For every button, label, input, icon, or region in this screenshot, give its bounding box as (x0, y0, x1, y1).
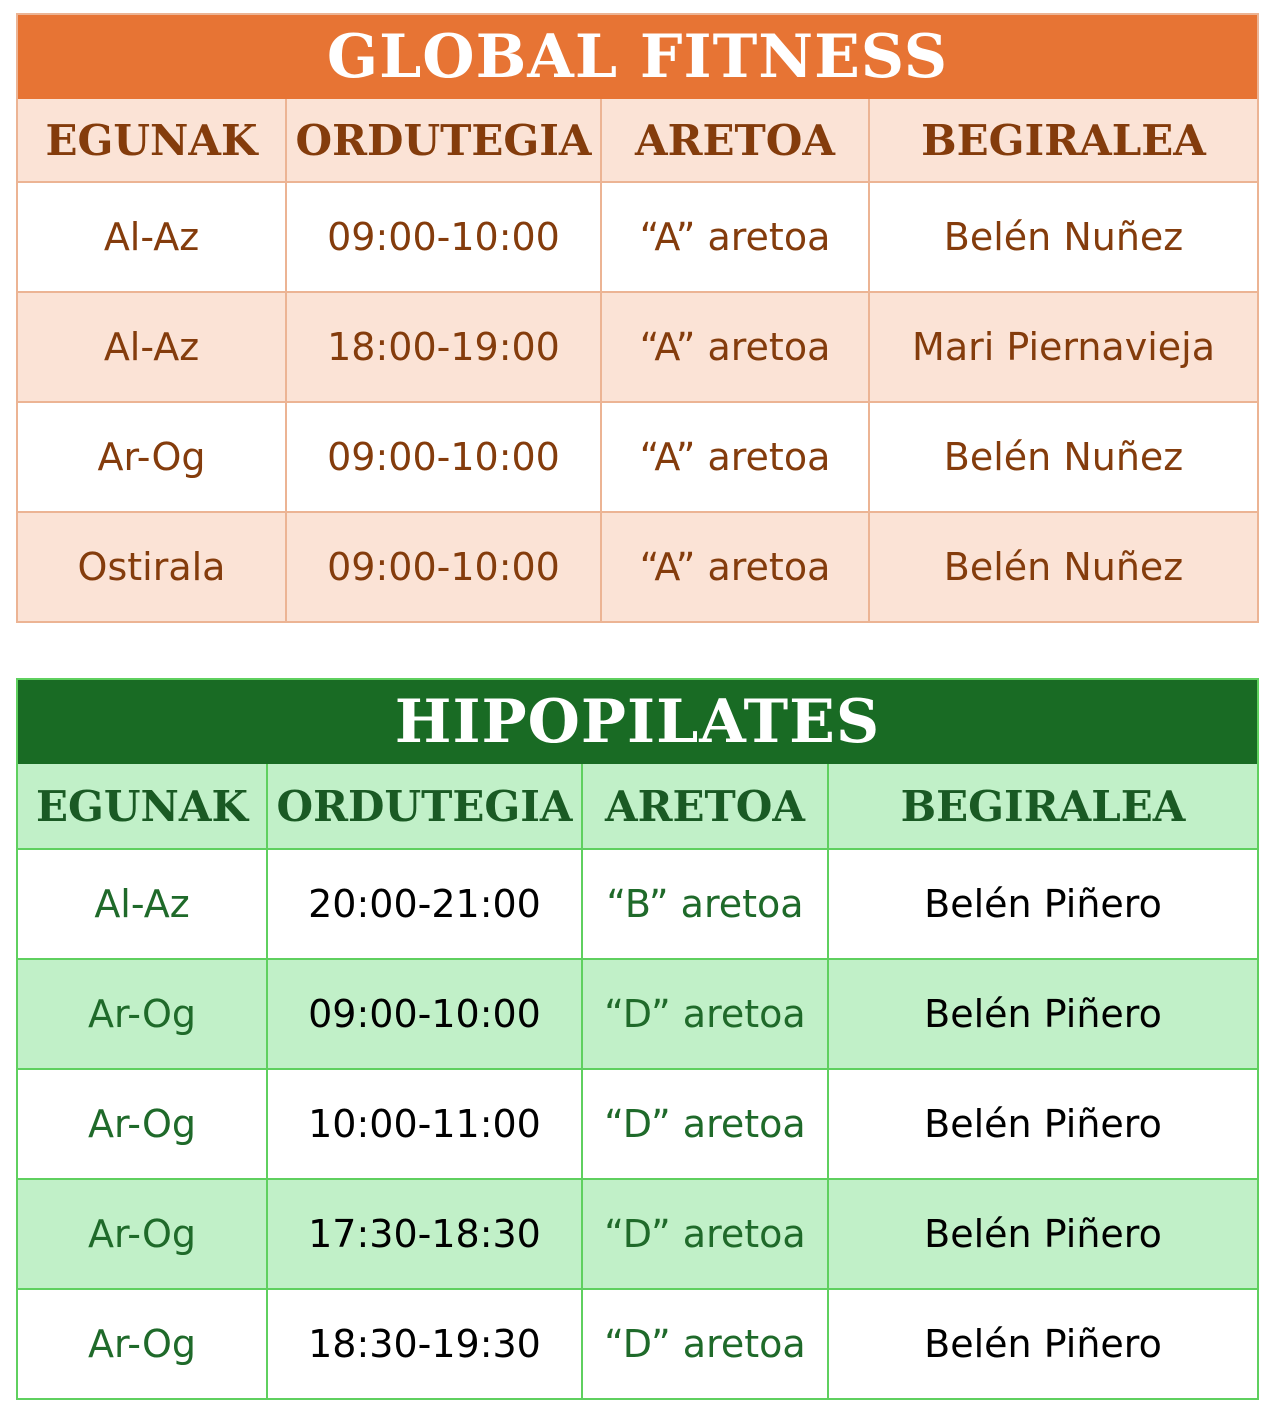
column-header-room: ARETOA (582, 764, 828, 849)
room-cell: “D” aretoa (582, 1179, 828, 1289)
room-cell: “D” aretoa (582, 1069, 828, 1179)
table-row (17, 1179, 1258, 1289)
table-row (17, 849, 1258, 959)
column-header-room: ARETOA (601, 99, 869, 182)
day-cell: Al-Az (17, 849, 267, 959)
table-row (17, 182, 1258, 292)
column-header-schedule: ORDUTEGIA (286, 99, 601, 182)
instructor-cell: Belén Nuñez (869, 182, 1258, 292)
instructor-cell: Mari Piernavieja (869, 292, 1258, 402)
table-row (17, 402, 1258, 512)
hipopilates-title: HIPOPILATES (17, 679, 1258, 764)
day-cell: Al-Az (17, 292, 286, 402)
time-cell: 09:00-10:00 (267, 959, 582, 1069)
column-header-days: EGUNAK (17, 764, 267, 849)
column-header-instructor: BEGIRALEA (869, 99, 1258, 182)
time-cell: 17:30-18:30 (267, 1179, 582, 1289)
global-fitness-header-row (17, 99, 1258, 182)
table-row (17, 1069, 1258, 1179)
time-cell: 10:00-11:00 (267, 1069, 582, 1179)
column-header-instructor: BEGIRALEA (828, 764, 1258, 849)
table-row (17, 512, 1258, 622)
day-cell: Al-Az (17, 182, 286, 292)
room-cell: “D” aretoa (582, 1289, 828, 1399)
day-cell: Ar-Og (17, 1179, 267, 1289)
table-row (17, 959, 1258, 1069)
column-header-schedule: ORDUTEGIA (267, 764, 582, 849)
hipopilates-table (16, 678, 1259, 1400)
day-cell: Ostirala (17, 512, 286, 622)
instructor-cell: Belén Nuñez (869, 512, 1258, 622)
time-cell: 09:00-10:00 (286, 182, 601, 292)
instructor-cell: Belén Piñero (828, 1289, 1258, 1399)
room-cell: “A” aretoa (601, 182, 869, 292)
column-header-days: EGUNAK (17, 99, 286, 182)
room-cell: “A” aretoa (601, 512, 869, 622)
day-cell: Ar-Og (17, 402, 286, 512)
time-cell: 09:00-10:00 (286, 512, 601, 622)
table-row (17, 292, 1258, 402)
instructor-cell: Belén Piñero (828, 849, 1258, 959)
day-cell: Ar-Og (17, 1069, 267, 1179)
time-cell: 09:00-10:00 (286, 402, 601, 512)
global-fitness-title-row (17, 14, 1258, 99)
room-cell: “A” aretoa (601, 402, 869, 512)
global-fitness-table (16, 13, 1259, 623)
room-cell: “A” aretoa (601, 292, 869, 402)
instructor-cell: Belén Piñero (828, 1069, 1258, 1179)
instructor-cell: Belén Piñero (828, 959, 1258, 1069)
hipopilates-header-row (17, 764, 1258, 849)
table-row (17, 1289, 1258, 1399)
global-fitness-title: GLOBAL FITNESS (17, 14, 1258, 99)
room-cell: “B” aretoa (582, 849, 828, 959)
instructor-cell: Belén Piñero (828, 1179, 1258, 1289)
time-cell: 18:30-19:30 (267, 1289, 582, 1399)
day-cell: Ar-Og (17, 1289, 267, 1399)
hipopilates-title-row (17, 679, 1258, 764)
day-cell: Ar-Og (17, 959, 267, 1069)
room-cell: “D” aretoa (582, 959, 828, 1069)
time-cell: 20:00-21:00 (267, 849, 582, 959)
instructor-cell: Belén Nuñez (869, 402, 1258, 512)
time-cell: 18:00-19:00 (286, 292, 601, 402)
